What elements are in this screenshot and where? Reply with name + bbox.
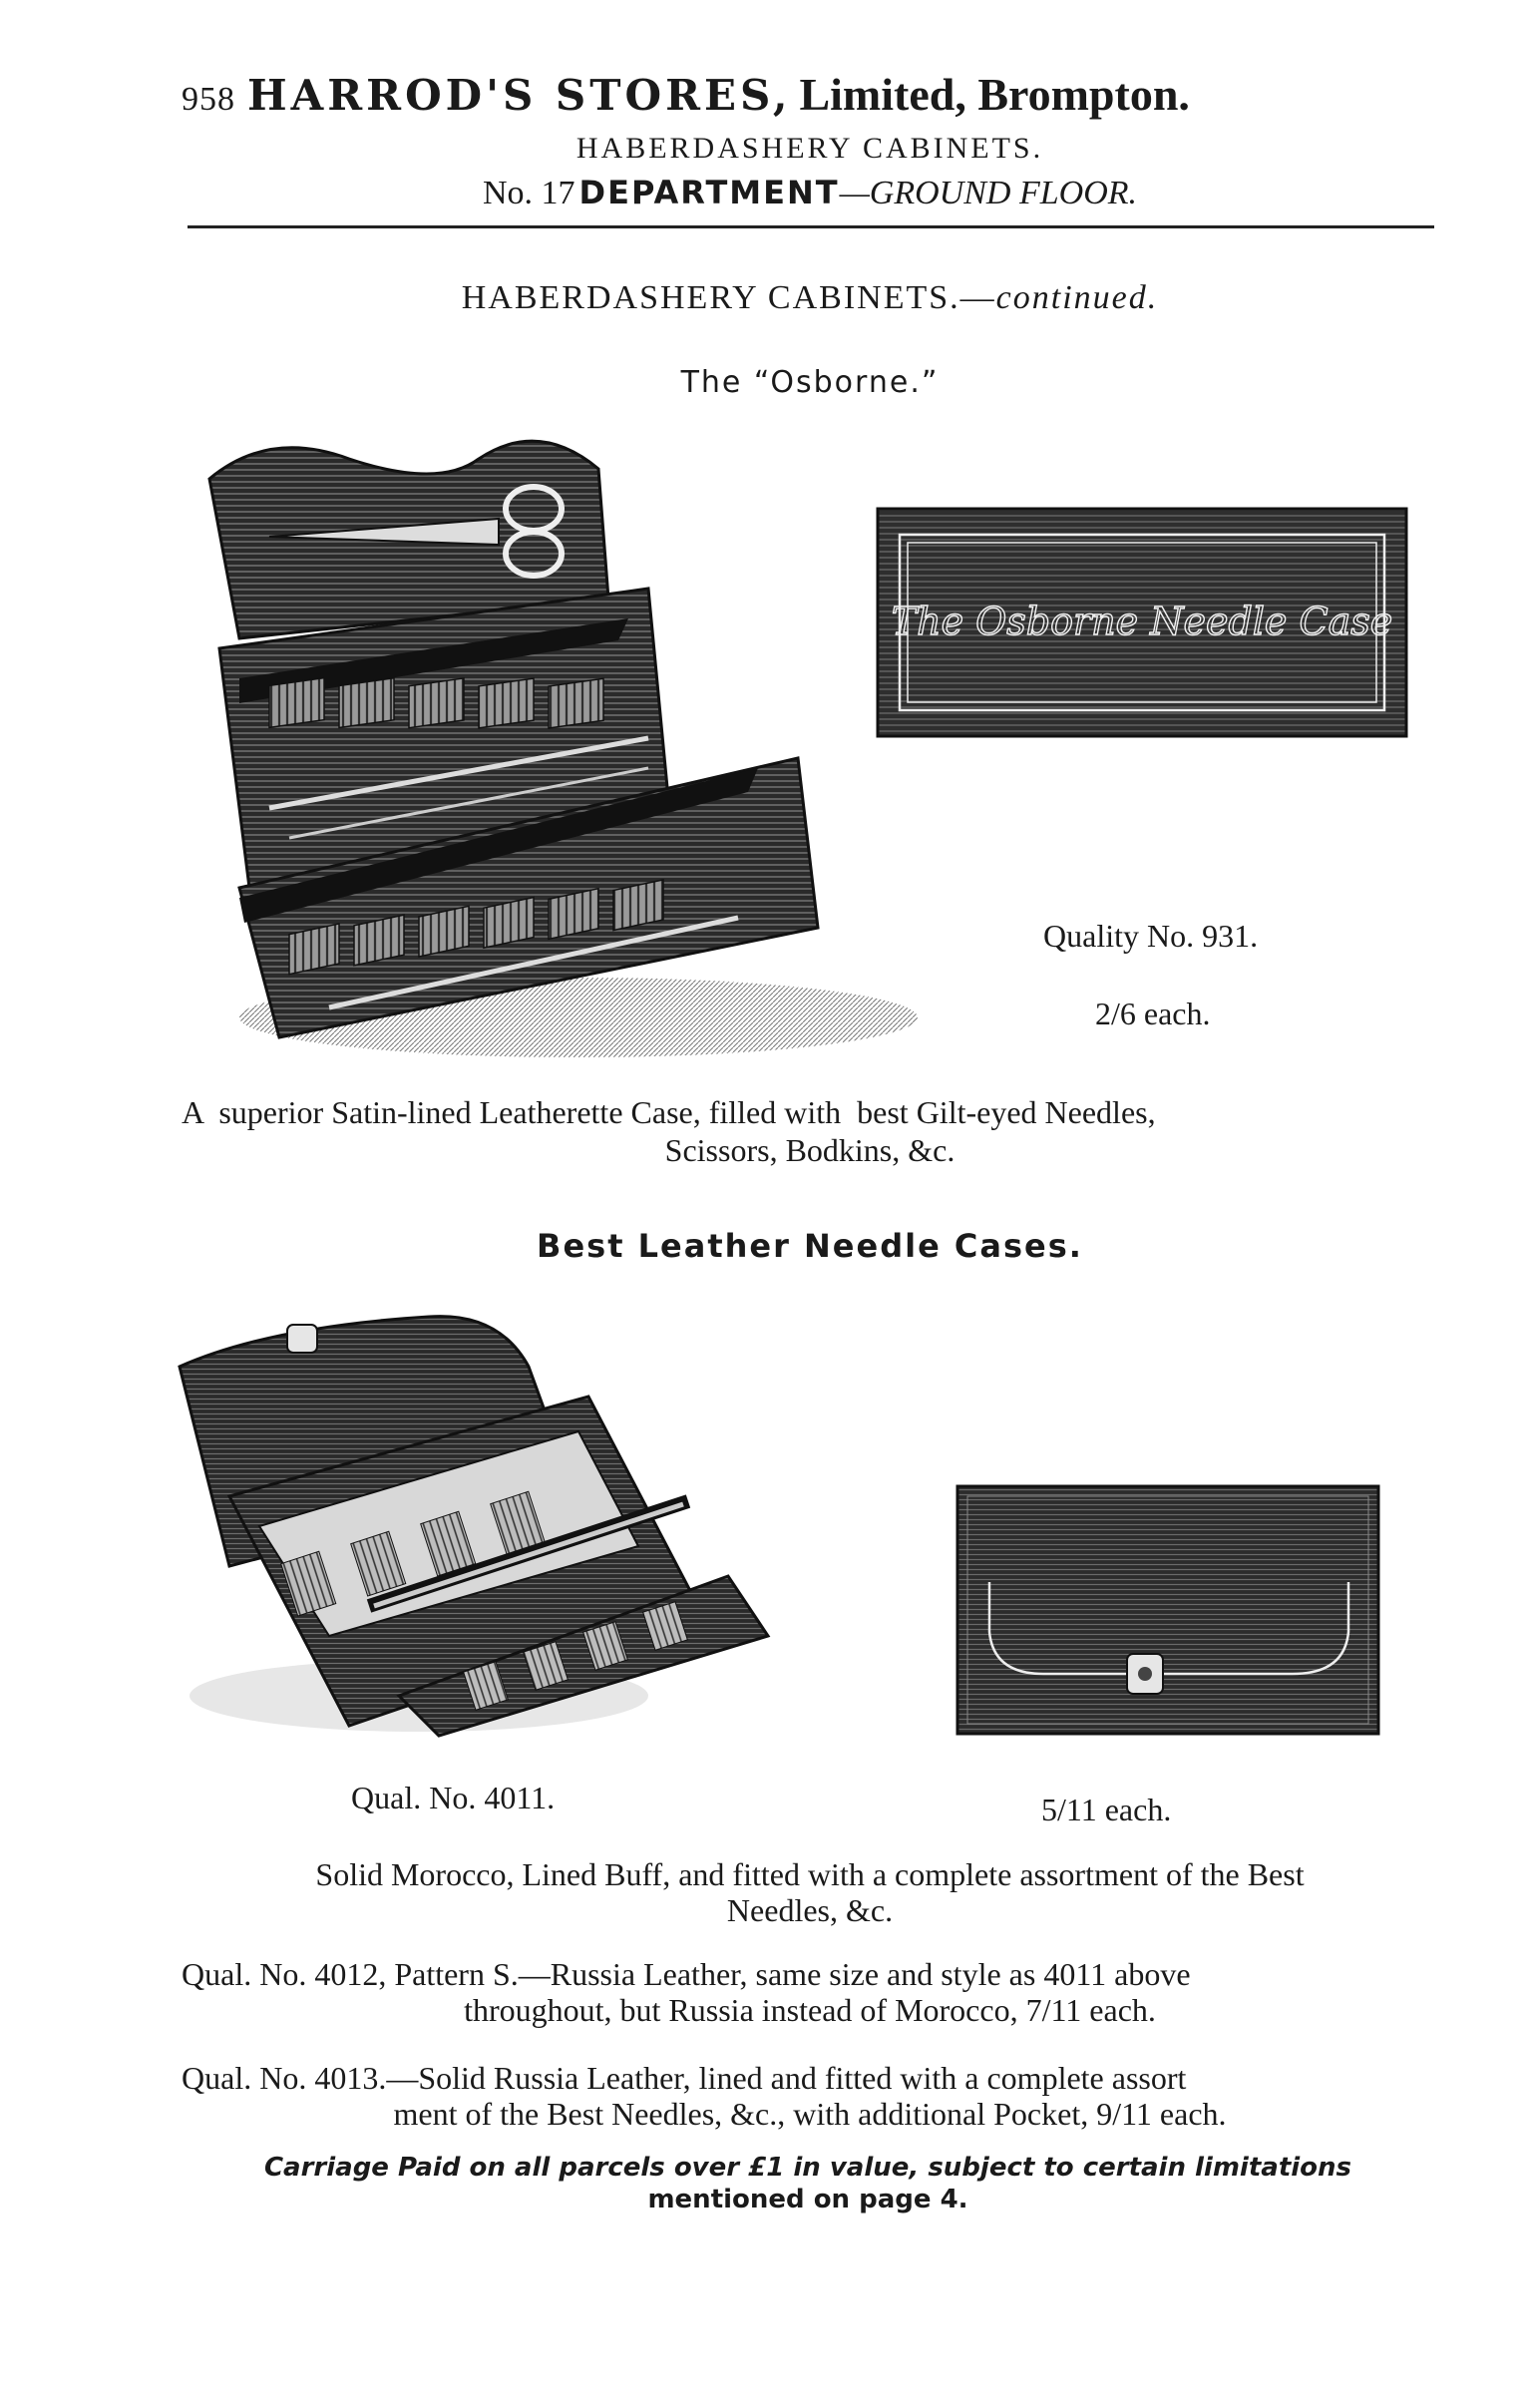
leather-price: 5/11 each. — [1041, 1792, 1172, 1827]
department-number: No. 17 — [482, 175, 575, 211]
subheading: HABERDASHERY CABINETS. — [575, 132, 1044, 165]
leather-desc1-line1: Solid Morocco, Lined Buff, and fitted with a complete assortment of the Best — [315, 1856, 1305, 1892]
store-location: Limited, Brompton. — [799, 69, 1190, 120]
osborne-closed-case-illustration — [876, 507, 1408, 738]
osborne-price: 2/6 each. — [1095, 996, 1211, 1031]
clasp-icon — [287, 1325, 317, 1353]
leather-desc1-line2: Needles, &c. — [726, 1892, 894, 1928]
section-continued: continued. — [995, 279, 1159, 316]
header-rule — [188, 225, 1434, 228]
osborne-quality: Quality No. 931. — [1043, 918, 1259, 954]
leather-heading: Best Leather Needle Cases. — [537, 1227, 1083, 1265]
leather-qual-label: Qual. No. 4011. — [351, 1780, 556, 1815]
leather-desc2-line1: Qual. No. 4012, Pattern S.—Russia Leather, same size and style as 4011 above — [182, 1956, 1191, 1992]
department-line — [182, 174, 1438, 212]
page-header — [182, 68, 1438, 120]
osborne-description-line1: A superior Satin-lined Leatherette Case, filled with best Gilt-eyed Needles, — [182, 1094, 1156, 1130]
leather-desc2-line2: throughout, but Russia instead of Morocco, 7/11 each. — [464, 1992, 1156, 2028]
osborne-description-line2: Scissors, Bodkins, &c. — [664, 1132, 955, 1168]
leather-closed-case-illustration — [954, 1482, 1382, 1738]
osborne-open-case-illustration — [180, 419, 938, 1077]
footer-line2: mentioned on page 4. — [647, 2185, 968, 2214]
footer-line1: Carriage Paid on all parcels over £1 in value, subject to certain limitations — [263, 2153, 1352, 2183]
store-name: HARROD'S STORES, — [247, 71, 792, 120]
leather-desc3-line1: Qual. No. 4013.—Solid Russia Leather, lined and fitted with a complete assort — [182, 2060, 1187, 2096]
product-name: The “Osborne.” — [680, 365, 940, 400]
floor-label: —GROUND FLOOR. — [839, 175, 1138, 211]
department-label: DEPARTMENT — [578, 174, 840, 211]
page-number: 958 — [182, 81, 235, 118]
section-title-text: HABERDASHERY CABINETS.— — [461, 279, 996, 316]
section-title — [182, 279, 1438, 317]
leather-open-case-illustration — [170, 1307, 828, 1746]
case-lettering: The Osborne Needle Case — [891, 600, 1393, 643]
leather-desc3-line2: ment of the Best Needles, &c., with additional Pocket, 9/11 each. — [393, 2096, 1227, 2132]
